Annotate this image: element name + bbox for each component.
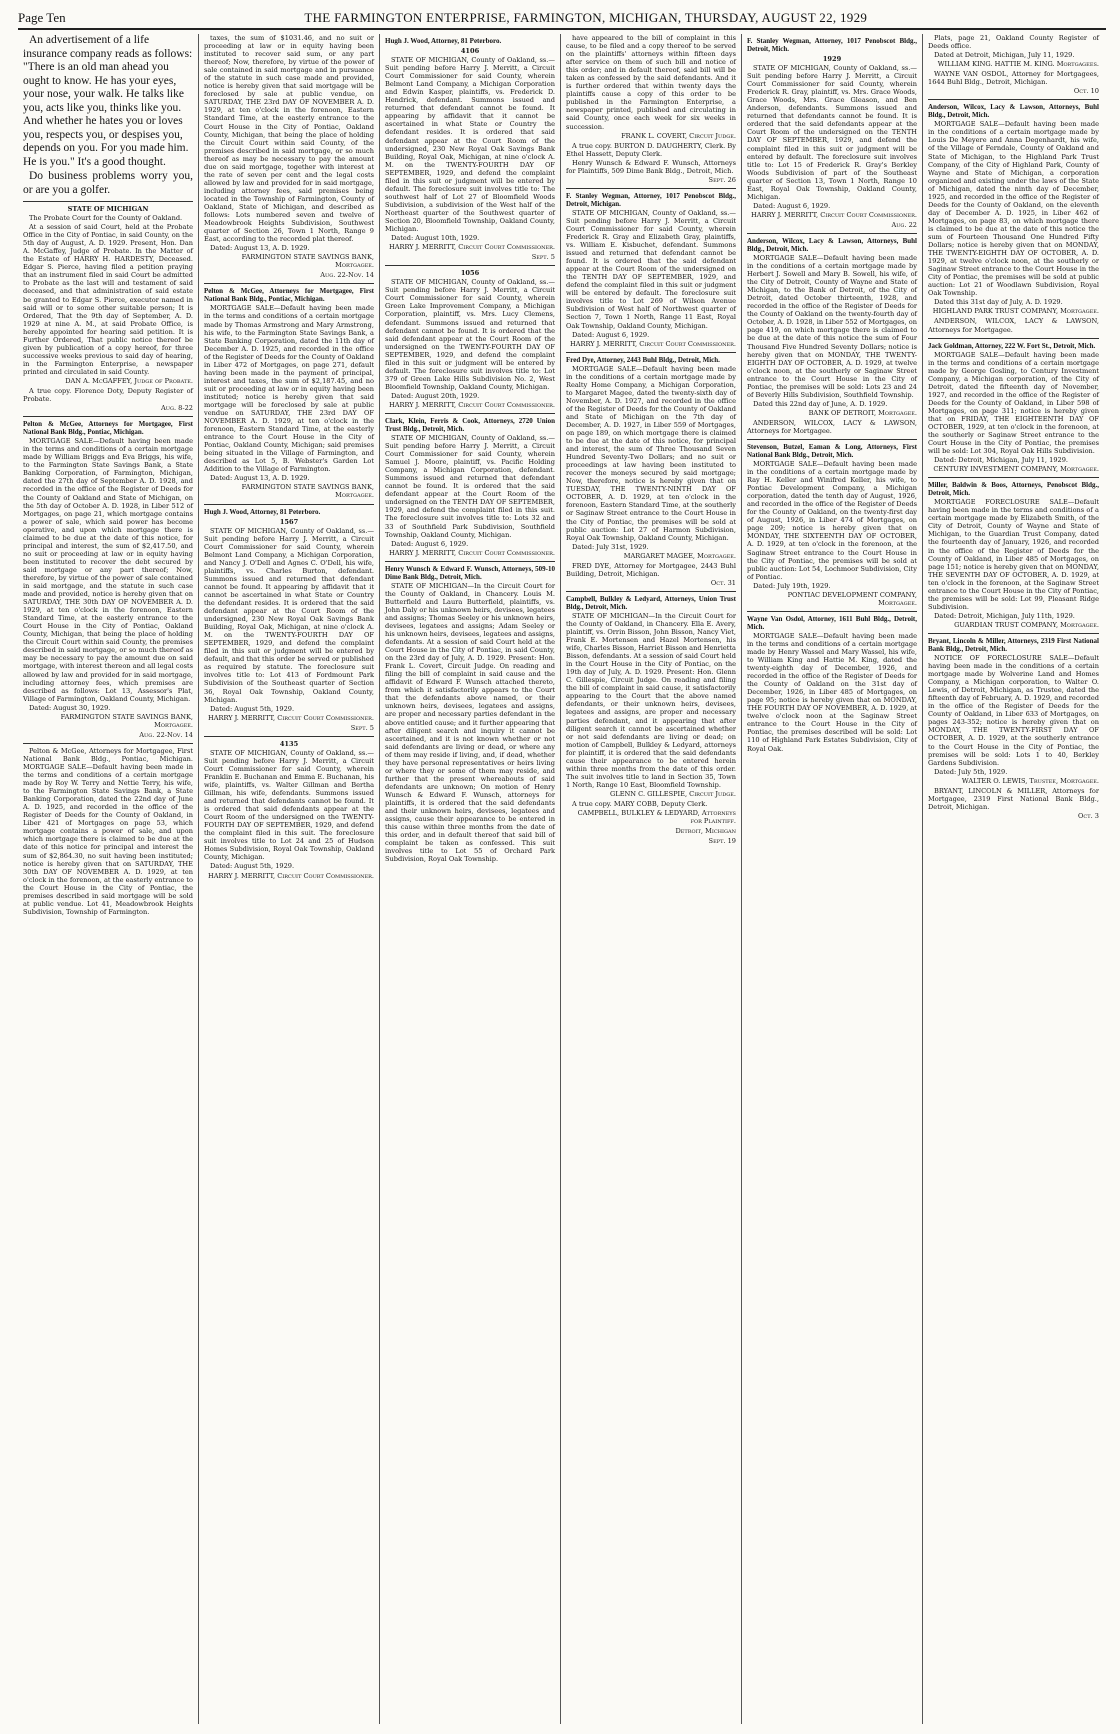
divider [23,743,193,744]
attorneys-line: BRYANT, LINCOLN & MILLER, Attorneys for Mortgagee, 2319 First National Bank Bldg., Detroit, Michigan. [928,786,1099,811]
divider [23,416,193,417]
column-4 [561,34,742,1724]
notice-signature: FARMINGTON STATE SAVINGS BANK, Mortgagee. [241,253,374,270]
divider [385,265,555,266]
notice-signature: CAMPBELL, BULKLEY & LEDYARD, Attorneys for Plaintiff. [577,809,736,826]
attorneys-line: ANDERSON, WILCOX, LACY & LAWSON, Attorneys for Mortgagee. [747,418,917,435]
notice-run-dates: Aug. 22-Nov. 14 [139,730,193,739]
judge-signature: FRANK L. COVERT, Circuit Judge. [621,131,736,140]
notice-signature: HIGHLAND PARK TRUST COMPANY, Mortgagee. [932,307,1099,316]
chancery-notice: STATE OF MICHIGAN, County of Oakland, ss.—Suit pending before Harry J. Merritt, a Circuit Court Commissioner for said County, wherein Belmont Land Company, a Michigan Corporation and Edwin Kasper, plaintiffs, vs. Frederick D. Hendrick, defendant. Summons issued and returned that defendant cannot be found. It appearing by affidavit that it cannot be ascertained in what State or Country the defendant resides. It is ordered that said defendant appear at the Court Room of the undersigned, 230 New Royal Oak Savings Bank Building, Royal Oak, Michigan, at nine o'clock A. M. on the TWENTY-FOURTH DAY OF SEPTEMBER, 1929, and defend the complaint filed in this suit or judgment will be entered by default. The foreclosure suit involves title to: The southwest half of Lot 27 of Bloomfield Woods Subdivision, a subdivision of the West half of the Northeast quarter of the Southwest quarter of Section 20, Bloomfield Township, Oakland County, Michigan. [385,56,555,234]
notice-heading: F. Stanley Wegman, Attorney, 1017 Penobscot Bldg., Detroit, Mich. [747,37,917,53]
probate-subheading: The Probate Court for the County of Oakland. [29,214,183,223]
notice-signature: PONTIAC DEVELOPMENT COMPANY, Mortgagee. [787,590,917,607]
notice-signature: HARRY J. MERRITT, Circuit Court Commissioner. [569,339,736,348]
mortgage-sale-notice: MORTGAGE SALE—Default having been made in the conditions of a certain mortgage made by Louis De Meyere and Anna Degenhardt, his wife, of the Village of Ferndale, County of Oakland and State of Michigan, to the Highland Park Trust Company, of the City of Highland Park, County of Wayne and State of Michigan, a corporation organized and existing under the laws of the State of Michigan, dated the ninth day of December, 1925, and recorded in the office of the Register of Deeds for the County of Oakland, on the eleventh day of December A. D. 1925, in Liber 462 of Mortgages, on page 83, on which mortgage there is claimed to be due at the date of this notice the sum of Fourteen Thousand One Hundred Fifty Dollars; notice is hereby given that on MONDAY, THE TWENTY-EIGHTH DAY OF OCTOBER, A. D. 1929, at twelve o'clock noon, at the southerly or Saginaw Street entrance to the Court House in the City of Pontiac, the premises will be sold at public auction: Lot 21 of Woodlawn Subdivision, Royal Oak Township. [928,120,1099,298]
column-6 [923,34,1104,1724]
notice-signature: BANK OF DETROIT, Mortgagee. [808,408,917,417]
notice-run-dates: Sept. 5 [531,253,555,262]
column-1 [18,34,199,1724]
attorneys-line: Henry Wunsch & Edward F. Wunsch, Attorneys for Plaintiffs, 509 Dime Bank Bldg., Detroit, Mich. [566,158,736,175]
foreclosure-notice: NOTICE OF FORECLOSURE SALE—Default having been made in the conditions of a certain mortgage made by Wolverine Land and Homes Company, a Michigan corporation, to Walter O. Lewis, of Detroit, Michigan, as Trustee, dated the fifteenth day of February, A. D. 1929, and recorded in the office of the Register of Deeds for the County of Oakland, in Liber 633 of Mortgages, on pages 243-352; notice is hereby given that on MONDAY, THE TWENTY-FIRST DAY OF OCTOBER, A. D. 1929, at the southerly entrance to the Court House in the City of Pontiac, the premises will be sold: Lots 1 to 40, Berkley Gardens Subdivision. [928,654,1099,767]
mortgage-sale-notice: Plats, page 21, Oakland County Register of Deeds office. [928,34,1099,51]
column-5 [742,34,923,1724]
divider [23,201,193,202]
notice-number: 1929 [822,55,842,63]
mortgage-sale-notice: MORTGAGE FORECLOSURE SALE—Default having been made in the terms and conditions of a certain mortgage made by Elizabeth Smith, of the City of Detroit, County of Wayne and State of Michigan, to the Guardian Trust Company, dated the fourteenth day of January, 1926, and recorded in the office of the Register of Deeds for the County of Oakland, in Liber 485 of Mortgages, on page 151; notice is hereby given that on MONDAY, THE SEVENTH DAY OF OCTOBER, A. D. 1929, at ten o'clock in the forenoon, at the Saginaw Street entrance to the Court House in the City of Pontiac, the premises will be sold: Lot 99, Pleasant Ridge Subdivision. [928,498,1099,611]
chancery-notice: STATE OF MICHIGAN—In the Circuit Court for the County of Oakland, in Chancery. Louis M. Butterfield and Laura Butterfield, plaintiffs, vs. John Daly or his unknown heirs, devisees, legatees and assigns; Thomas Seeley or his unknown heirs, devisees, legatees and assigns; Adam Seeley or his unknown heirs, devisees, legatees and assigns, defendants. At a session of said Court held at the Court House in the City of Pontiac, in said County, on the 23rd day of July, A. D. 1929. Present: Hon. Frank L. Covert, Circuit Judge. On reading and filing the bill of complaint in said cause and the affidavit of Edward F. Wunsch attached thereto, from which it satisfactorily appears to the Court that the defendants above named, or their unknown heirs, devisees, legatees and assigns, are proper and necessary parties defendant in the above entitled cause; and it further appearing that after diligent search and inquiry it cannot be ascertained, and it is not known whether or not said defendants are living or dead, or where any of them may reside if living, and, if dead, whether they have personal representatives or heirs living or where they or some of them may reside, and further that the present whereabouts of said defendants are unknown; On motion of Henry Wunsch & Edward F. Wunsch, attorneys for plaintiffs, it is ordered that the said defendants and their unknown heirs, devisees, legatees and assigns, cause their appearance to be entered in this cause within three months from the date of this order, and in default thereof that said bill of complaint be taken as confessed. This suit involves title to Lot 55 of Orchard Park Subdivision, Royal Oak Township. [385,581,555,864]
notice-number: 4135 [279,739,299,748]
true-copy-line: A true copy. BURTON D. DAUGHERTY, Clerk. By Ethel Hassett, Deputy Clerk. [566,141,736,158]
notice-dated: Dated: Detroit, Michigan, July 11, 1929. [934,456,1068,465]
chancery-notice: STATE OF MICHIGAN, County of Oakland, ss.—Suit pending before Harry J. Merritt, a Circuit Court Commissioner for said County, wherein Green Lake Improvement Company, a Michigan Corporation, plaintiff, vs. Mrs. Lucy Clemens, defendant. Summons issued and returned that defendant cannot be found. It is ordered that the said defendant appear at the Court Room of the undersigned on the TWENTY-FOURTH DAY OF SEPTEMBER, 1929, and defend the complaint filed in this suit or judgment will be entered by default. The foreclosure suit involves title to: Lot 379 of Green Lake Hills Subdivision No. 2, West Bloomfield Township, Oakland County, Michigan. [385,278,555,391]
mortgage-sale-notice: MORTGAGE SALE—Default having been made in the terms and conditions of a certain mortgage made by William Briggs and Eva Briggs, his wife, to the Farmington State Savings Bank, a State Banking Corporation, of Farmington, Michigan, dated the 27th day of September A. D. 1928, and recorded in the office of the Register of Deeds for the County of Oakland and State of Michigan, on the 5th day of October A. D. 1928, in Liber 512 of Mortgages, on page 21, which mortgage contains a power of sale, which said power has become operative, and upon which mortgage there is claimed to be due at the date of this notice, for principal and interest, the sum of $2,417.50, and no suit or proceeding at law or in equity having been instituted to recover the debt secured by said mortgage or any part thereof; Now, therefore, by virtue of the power of sale contained in said mortgage, and the statute in such case made and provided, notice is hereby given that on SATURDAY, THE 30th DAY OF NOVEMBER A. D. 1929, at ten o'clock in the forenoon, Eastern Standard Time, at the easterly entrance to the Court House in the City of Pontiac, Oakland County, Michigan, that being the place of holding the Circuit Court within said County, the premises described in said mortgage, or so much thereof as may be necessary to pay the amount due on said mortgage, with interest thereon and all legal costs allowed by law and provided for in said mortgage, including attorney fees, which premises are described as follows: Lot 13, Assessor's Plat, Village of Farmington, Oakland County, Michigan. [23,437,193,703]
attorneys-line: ANDERSON, WILCOX, LACY & LAWSON, Attorneys for Mortgagee. [928,317,1099,334]
business-problems-quip: Do business problems worry you, or are you a golfer. [23,170,193,196]
newspaper-title: THE FARMINGTON ENTERPRISE, FARMINGTON, MICHIGAN, THURSDAY, AUGUST 22, 1929 [304,10,868,25]
divider [204,504,374,505]
notice-number: 4106 [460,47,480,55]
divider [204,736,374,737]
notice-signature: FARMINGTON STATE SAVINGS BANK, Mortgagee. [241,483,374,500]
notice-dated: Dated this 22nd day of June, A. D. 1929. [753,399,888,408]
notice-dated: Dated: July 5th, 1929. [934,767,1008,776]
columns [18,34,1106,1724]
notice-run-dates: Sept. 26 [708,175,736,184]
notice-number: 1567 [279,517,299,526]
chancery-notice: STATE OF MICHIGAN, County of Oakland, ss.—Suit pending before Harry J. Merritt, a Circuit Court Commissioner for said County, wherein Franklin E. Buchanan and Emma E. Buchanan, his wife, plaintiffs, vs. Walter Gillman and Bertha Gillman, his wife, defendants. Summons issued and returned that defendants cannot be found. It is ordered that said defendants appear at the Court Room of the undersigned on the TWENTY-FOURTH DAY OF SEPTEMBER, 1929, and defend the complaint filed in this suit. The foreclosure suit involves title to Lot 24 and 25 of Hudson Homes Subdivision, Royal Oak Township, Oakland County, Michigan. [204,748,374,862]
notice-number: 1056 [460,269,480,278]
notice-dated: Dated: August 5th, 1929. [210,704,295,713]
notice-heading: Campbell, Bulkley & Ledyard, Attorneys, Union Trust Bldg., Detroit, Mich. [566,594,736,611]
notice-signature: WALTER O. LEWIS, Trustee, Mortgagee. [961,776,1099,785]
mortgage-sale-notice: MORTGAGE SALE—Default having been made in the terms and conditions of a certain mortgage made by Henry Wassel and Mary Wassel, his wife, to William King and Hattie M. King, dated the twenty-eighth day of December, 1926, and recorded in the office of the Register of Deeds for the County of Oakland on the 31st day of December, 1926, in Liber 485 of Mortgages, on page 95; notice is hereby given that on MONDAY, THE FOURTH DAY OF NOVEMBER, A. D. 1929, at twelve o'clock noon at the Saginaw Street entrance to the Court House in the City of Pontiac, the premises described will be sold: Lot 110 of Highland Park Estates Subdivision, City of Royal Oak. [747,631,917,753]
notice-signature: HARRY J. MERRITT, Circuit Court Commissioner. [750,210,917,219]
divider [747,611,917,612]
newspaper-page [18,8,1106,1726]
attorneys-line: WAYNE VAN OSDOL, Attorney for Mortgagees, 1644 Buhl Bldg., Detroit, Michigan. [928,70,1099,87]
notice-heading: Hugh J. Wood, Attorney, 81 Peterboro. [385,37,502,45]
attorneys-line: FRED DYE, Attorney for Mortgagee, 2443 Buhl Building, Detroit, Michigan. [566,561,736,578]
notice-run-dates: Oct. 31 [710,578,736,587]
notice-dated: Dated this 31st day of July, A. D. 1929. [934,298,1063,307]
attorney-address: Detroit, Michigan [675,827,736,836]
notice-dated: Dated at Detroit, Michigan, July 11, 1929. [934,51,1075,60]
probate-notice: At a session of said Court, held at the Probate Office in the City of Pontiac, in said County, on the 5th day of August, A. D. 1929. Present, Hon. Dan A. McGaffey, Judge of Probate. In the Matter of the Estate of HARRY H. HARDESTY, Deceased. Edgar S. Pierce, having filed a petition praying that an instrument filed in said Court be admitted to Probate as the last will and testament of said deceased, and that administration of said estate be granted to Edgar S. Pierce, executor named in said will or to some other suitable person; It is Ordered, That the 9th day of September, A. D. 1929 at nine A. M., at said Probate Office, is hereby appointed for hearing said petition. It is Further Ordered, That public notice thereof be given by publication of a copy hereof, for three successive weeks previous to said day of hearing, in the Farmington Enterprise, a newspaper printed and circulated in said County. [23,223,193,376]
chancery-notice: STATE OF MICHIGAN, County of Oakland, ss.—Suit pending before Harry J. Merritt, a Circuit Court Commissioner for said County, wherein Belmont Land Company, a Michigan Corporation, and Nancy J. O'Dell and Agnes C. O'Dell, his wife, plaintiffs, vs. Charles Burton, defendant. Summons issued and returned that defendant cannot be found. It appearing by affidavit that it cannot be ascertained in what State or Country the defendant resides. It is ordered that the said defendant appear at the Court Room of the undersigned, 230 New Royal Oak Savings Bank Building, Royal Oak, Michigan, at nine o'clock A. M. on the TWENTY-FOURTH DAY OF SEPTEMBER, 1929, and defend the complaint filed in this suit or judgment will be entered by default, and that this order be served or published as required by statute. The foreclosure suit involves title to: Lot 413 of Fordmount Park Subdivision of the Southeast quarter of Section 36, Royal Oak Township, Oakland County, Michigan. [204,526,374,704]
notice-heading: Anderson, Wilcox, Lacy & Lawson, Attorneys, Buhl Bldg., Detroit, Mich. [928,103,1099,120]
notice-heading: Hugh J. Wood, Attorney, 81 Peterboro. [204,507,321,516]
notice-signature: FARMINGTON STATE SAVINGS BANK, Mortgagee. [60,712,193,729]
mortgage-sale-notice: MORTGAGE SALE—Default having been made in the conditions of a certain mortgage made by Realty Home Company, a Michigan Corporation, to Margaret Magee, dated the twenty-sixth day of November, A. D. 1927, and recorded in the office of the Register of Deeds for the County of Oakland and State of Michigan on the 7th day of December, A. D. 1927, in Liber 559 of Mortgages, on page 189, on which mortgage there is claimed to be due at the date of this notice, for principal and interest, the sum of Three Thousand Seven Hundred Seventy-Two Dollars; and no suit or proceedings at law having been instituted to recover the moneys secured by said mortgage; Now, therefore, notice is hereby given that on TUESDAY, THE TWENTY-NINTH DAY OF OCTOBER, A. D. 1929, at ten o'clock in the forenoon, Eastern Standard Time, at the southerly or Saginaw Street entrance to the Court House in the City of Pontiac, the premises will be sold at public auction: Lot 27 of Harmon Subdivision, Royal Oak Township, Oakland County, Michigan. [566,364,736,542]
probate-signature: DAN A. McGAFFEY, Judge of Probate. [65,376,193,385]
divider [928,99,1099,100]
notice-dated: Dated: August 30, 1929. [29,703,111,712]
notice-signature: HARRY J. MERRITT, Circuit Court Commissioner. [388,400,555,409]
chancery-notice: STATE OF MICHIGAN, County of Oakland, ss.—Suit pending before Harry J. Merritt, a Circuit Court Commissioner for said County, wherein Frederick R. Gray and Elizabeth Gray, plaintiffs, vs. William E. Kisbuchet, defendant. Summons issued and returned that defendant cannot be found. It is ordered that the said defendant appear at the Court Room of the undersigned on the TENTH DAY OF SEPTEMBER, 1929, and defend the complaint filed in this suit or judgment will be entered by default. The foreclosure suit involves title to Lot 269 of Wilson Avenue Subdivision of West half of Northwest quarter of Section 7, Town 1 North, Range 11 East, Royal Oak Township, Oakland County, Michigan. [566,208,736,330]
judge-signature: GLENN C. GILLESPIE, Circuit Judge. [610,789,736,798]
divider [928,338,1099,339]
notice-run-dates: Sept. 5 [350,723,374,732]
notice-run-dates: Oct. 3 [1078,811,1099,820]
notice-dated: Dated: August 6, 1929. [572,330,650,339]
notice-dated: Dated: July 31st, 1929. [572,542,649,551]
notice-dated: Dated: August 6, 1929. [391,539,469,548]
notice-run-dates: Sept. 19 [708,837,736,846]
notice-heading: Henry Wunsch & Edward F. Wunsch, Attorneys, 509-10 Dime Bank Bldg., Detroit, Mich. [385,564,555,581]
chancery-notice: STATE OF MICHIGAN, County of Oakland, ss.—Suit pending before Harry J. Merritt, a Circuit Court Commissioner for said County, wherein Frederick R. Gray, plaintiff, vs. Mrs. Grace Woods, Grace Woods, Mrs. Grace Gleason, and Ben Anderson, defendants. Summons issued and returned that defendants cannot be found. It is ordered that the said defendants appear at the Court Room of the undersigned on the TENTH DAY OF SEPTEMBER, 1929, and defend the complaint filed in this suit or judgment will be entered by default. The foreclosure suit involves title to: Lot 15 of Frederick R. Gray's Berkley Woods Subdivision of part of the Southeast quarter of Section 13, Town 1 North, Range 10 East, Royal Oak Township, Oakland County, Michigan. [747,64,917,201]
divider [928,633,1099,634]
notice-heading: Anderson, Wilcox, Lacy & Lawson, Attorneys, Buhl Bldg., Detroit, Mich. [747,236,917,253]
column-2 [199,34,380,1724]
mortgage-sale-notice: Pelton & McGee, Attorneys for Mortgagee, First National Bank Bldg., Pontiac, Michigan. MORTGAGE SALE—Default having been made in the terms and conditions of a certain mortgage made by Roy W. Terry and Nettie Terry, his wife, to the Farmington State Savings Bank, a State Banking Corporation, dated the 22nd day of June A. D. 1925, and recorded in the office of the Register of Deeds for the County of Oakland, in Liber 421 of Mortgages on page 53, which mortgage contains a power of sale, and upon which mortgage there is claimed to be due at the date of this notice for principal and interest the sum of $2,864.30, no suit having been instituted; notice is hereby given that on SATURDAY, THE 30th DAY OF NOVEMBER A. D. 1929, at ten o'clock in the forenoon, at the easterly entrance to the Court House in the City of Pontiac, the premises described in said mortgage will be sold at public vendue. Lot 41, Meadowbrook Heights Subdivision, Township of Farmington. [23,746,193,916]
mortgage-sale-notice: MORTGAGE SALE—Default having been made in the conditions of a certain mortgage made by Ray H. Keller and Winifred Keller, his wife, to Pontiac Development Company, a Michigan corporation, dated the tenth day of August, 1926, and recorded in the office of the Register of Deeds for the County of Oakland, on the twenty-first day of August, 1926, in Liber 474 of Mortgages, on page 209; notice is hereby given that on MONDAY, THE SIXTEENTH DAY OF OCTOBER, A. D. 1929, at ten o'clock in the forenoon, at the Saginaw Street entrance to the Court House in the City of Pontiac, the premises will be sold at public auction: Lot 54, Lochmoor Subdivision, City of Pontiac. [747,460,917,581]
probate-true-copy: A true copy. Florence Doty, Deputy Register of Probate. [23,387,193,404]
notice-dated: Dated: August 13, A. D. 1929. [210,244,310,253]
chancery-notice: have appeared to the bill of complaint in this cause, to be filed and a copy thereof to be served on the plaintiffs' attorneys within fifteen days after service on them of such bill and notice of this order; and in default thereof, said bill will be taken as confessed by the said defendants. And it is further ordered that within twenty days the plaintiffs cause a copy of this order to be published in the Farmington Enterprise, a newspaper printed, published and circulating in said County, once each week for six weeks in succession. [566,34,736,131]
notice-dated: Dated: August 10th, 1929. [391,234,480,243]
probate-heading: STATE OF MICHIGAN [67,205,149,213]
notice-signature: HARRY J. MERRITT, Circuit Court Commissioner. [388,243,555,252]
notice-heading: Bryant, Lincoln & Miller, Attorneys, 2319 First National Bank Bldg., Detroit, Mich. [928,637,1099,653]
column-3 [380,34,561,1724]
notice-run-dates: Aug. 22-Nov. 14 [320,271,374,280]
notice-signature: GUARDIAN TRUST COMPANY, Mortgagee. [954,620,1099,629]
chancery-notice: STATE OF MICHIGAN—In the Circuit Court for the County of Oakland, in Chancery. Ella E. Avery, plaintiff, vs. Orrin Bisson, John Bisson, Nancy Viet, Frank E. Mortensen and Hazel Mortensen, his wife, Charles Bisson, Harriet Bisson and Henrietta Bisson, defendants. At a session of said Court held in the Court House in the City of Pontiac, on the 19th day of July, A. D. 1929. Present: Hon. Glenn C. Gillespie, Circuit Judge. On reading and filing the bill of complaint in said cause, it satisfactorily appearing to the Court that the above named defendants, or their unknown heirs, devisees, legatees and assigns, are proper and necessary parties defendant, and it appearing that after diligent search it cannot be ascertained whether or not said defendants are living or dead; on motion of Campbell, Bulkley & Ledyard, attorneys for plaintiff, it is ordered that the said defendants cause their appearance to be entered herein within three months from the date of this order. The suit involves title to land in Section 35, Town 1 North, Range 10 East, Bloomfield Township. [566,611,736,789]
divider [566,591,736,592]
notice-dated: Dated: August 20th, 1929. [391,391,480,400]
notice-signature: HARRY J. MERRITT, Circuit Court Commissioner. [207,713,374,722]
page-label: Page Ten [18,10,66,25]
notice-heading: Miller, Baldwin & Boos, Attorneys, Penobscot Bldg., Detroit, Mich. [928,481,1099,498]
notice-heading: Jack Goldman, Attorney, 222 W. Fort St., Detroit, Mich. [928,341,1096,350]
divider [385,561,555,562]
notice-heading: Clark, Klein, Ferris & Cook, Attorneys, 2720 Union Trust Bldg., Detroit, Mich. [385,417,555,434]
chancery-notice: STATE OF MICHIGAN, County of Oakland, ss.—Suit pending before Harry J. Merritt, a Circuit Court Commissioner for said County, wherein Samuel J. Moore, plaintiff, vs. Pacific Holding Company, a Michigan Corporation, defendant. Summons issued and returned that defendant cannot be found. It is ordered that the said defendant appear at the Court Room of the undersigned on the TENTH DAY OF SEPTEMBER, 1929, and defend the complaint filed in this suit. The foreclosure suit involves title to: Lots 32 and 33 of Southfield Park Subdivision, Southfield Township, Oakland County, Michigan. [385,434,555,539]
divider [204,283,374,284]
notice-signature: CENTURY INVESTMENT COMPANY, Mortgagee. [933,465,1099,474]
divider [747,233,917,234]
mortgage-sale-notice: MORTGAGE SALE—Default having been made in the conditions of a certain mortgage made by Herbert J. Sowell and Mary B. Sowell, his wife, of the City of Detroit, County of Wayne and State of Michigan, to the Bank of Detroit, of the City of Detroit, dated October thirteenth, 1928, and recorded in the office of the Register of Deeds for the County of Oakland on the twenty-fourth day of October, A. D. 1928, in Liber 552 of Mortgages, on page 419, on which mortgage there is claimed to be due at the date of this notice the sum of Four Thousand Five Hundred Seventy Dollars; notice is hereby given that on MONDAY, THE TWENTY-EIGHTH DAY OF OCTOBER, A. D. 1929, at twelve o'clock noon, at the southerly or Saginaw Street entrance to the Court House in the City of Pontiac, the premises will be sold: Lots 23 and 24 of Beverly Hills Subdivision, Southfield Township. [747,253,917,399]
mortgage-sale-notice: MORTGAGE SALE—Default having been made in the terms and conditions of a certain mortgage made by Thomas Armstrong and Mary Armstrong, his wife, to the Farmington State Savings Bank, a State Banking Corporation, dated the 11th day of December A. D. 1925, and recorded in the office of the Register of Deeds for the County of Oakland in Liber 472 of Mortgages, on page 271, default having been made in the payment of principal, interest and taxes, the sum of $2,187.45, and no suit or proceeding at law or in equity having been instituted; notice is hereby given that said mortgage will be foreclosed by sale at public vendue on SATURDAY, THE 23rd DAY OF NOVEMBER A. D. 1929, at ten o'clock in the forenoon, Eastern Standard Time, at the easterly entrance to the Court House in the City of Pontiac, Oakland County, Michigan; said premises being situated in the Village of Farmington, and described as Lot 5, B. Webster's Garden Lot Addition to the Village of Farmington. [204,304,374,474]
notice-dated: Dated: August 13, A. D. 1929. [210,474,310,483]
probate-run-dates: Aug. 8-22 [161,404,193,413]
notice-signature: HARRY J. MERRITT, Circuit Court Commissioner. [388,548,555,557]
divider [566,352,736,353]
notice-dated: Dated: August 5th, 1929. [210,862,295,871]
notice-signature: WILLIAM KING. HATTIE M. KING. Mortgagees. [937,60,1099,69]
mortgage-sale-notice: taxes, the sum of $1031.46, and no suit or proceeding at law or in equity having been instituted to recover said sum, or any part thereof; Now, therefore, by virtue of the power of sale contained in said mortgage and in pursuance of the statute in such case made and provided, notice is hereby given that said mortgage will be foreclosed by sale at public vendue, on SATURDAY, THE 23rd DAY OF NOVEMBER A. D. 1929, at ten o'clock in the forenoon, Eastern Standard Time, at the easterly entrance to the Court House in the City of Pontiac, Oakland County, Michigan, that being the place of holding the Circuit Court within said County, of the premises described in said mortgage, or so much thereof as may be necessary to pay the amount due on said mortgage, together with interest at the rate of seven per cent and the legal costs allowed by law and provided for in said mortgage, including attorney fees, said premises being located in the Township of Farmington, County of Oakland, State of Michigan, and described as follows: Lots numbered seven and twelve of Meadowbrook Heights Subdivision, Southwest quarter of Section 26, Town 1 North, Range 9 East, according to the recorded plat thereof. [204,34,374,244]
notice-dated: Dated: Detroit, Michigan, July 11th, 1929. [934,611,1075,620]
notice-heading: F. Stanley Wegman, Attorney, 1017 Penobscot Bldg., Detroit, Michigan. [566,191,736,208]
true-copy-line: A true copy. MARY COBB, Deputy Clerk. [572,799,708,808]
divider [566,188,736,189]
mortgage-sale-notice: MORTGAGE SALE—Default having been made in the terms and conditions of a certain mortgage made by George Gosling, to Century Investment Company, a Michigan corporation, of the City of Detroit, dated the fifteenth day of November, 1927, and recorded in the office of the Register of Deeds for the County of Oakland, in Liber 598 of Mortgages, on page 311; notice is hereby given that on FRIDAY, THE EIGHTEENTH DAY OF OCTOBER, 1929, at ten o'clock in the forenoon, at the southerly or Saginaw Street entrance to the Court House in the City of Pontiac, the premises will be sold: Lot 304, Royal Oak Hills Subdivision. [928,350,1099,456]
notice-heading: Pelton & McGee, Attorneys for Mortgagee, First National Bank Bldg., Pontiac, Michigan. [204,287,374,304]
notice-run-dates: Aug. 22 [891,220,917,229]
divider [928,477,1099,478]
notice-signature: HARRY J. MERRITT, Circuit Court Commissioner. [207,871,374,880]
notice-heading: Pelton & McGee, Attorneys for Mortgagee, First National Bank Bldg., Pontiac, Michigan. [23,420,193,437]
notice-heading: Stevenson, Butzel, Eaman & Long, Attorneys, First National Bank Bldg., Detroit, Mich. [747,443,917,460]
notice-heading: Fred Dye, Attorney, 2443 Buhl Bldg., Detroit, Mich. [566,355,720,364]
divider [747,439,917,440]
masthead [18,8,1106,30]
notice-heading: Wayne Van Osdol, Attorney, 1611 Buhl Bldg., Detroit, Mich. [747,614,917,631]
notice-signature: MARGARET MAGEE, Mortgagee. [623,551,736,560]
notice-run-dates: Oct. 10 [1073,87,1099,96]
divider [385,413,555,414]
notice-dated: Dated: July 19th, 1929. [753,581,831,590]
notice-dated: Dated: August 6, 1929. [753,201,831,210]
life-insurance-ad: An advertisement of a life insurance company reads as follows: "There is an old man ahead you ought to know. He has your eyes, your nose, your walk. He talks like you, acts like you, thinks like you. And whether he hates you or loves you, respects you, or despises you, depends on you. For you made him. He is you." It's a good thought. [23,34,193,168]
